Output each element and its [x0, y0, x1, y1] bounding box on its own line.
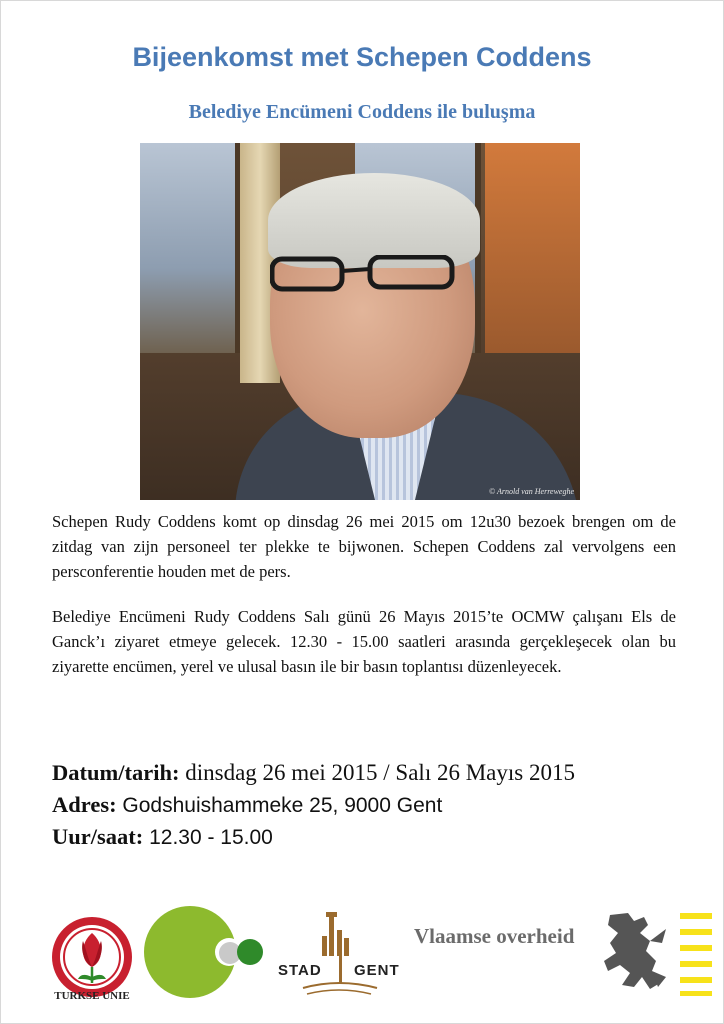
date-value: dinsdag 26 mei 2015 / Salı 26 Mayıs 2015	[179, 760, 575, 785]
paragraph-turkish: Belediye Encümeni Rudy Coddens Salı günü 26 Mayıs 2015’te OCMW çalışanı Els de Ganck’ı ziyaret etmeye gelecek. 12.30 - 15.00 saatleri arasında gerçekleşecek olan bu ziyarette encümen, yerel ve ulusal basın ile bir basın toplantısı düzenleyecek.	[52, 607, 676, 676]
glasses	[270, 255, 460, 293]
hair	[268, 173, 480, 268]
paragraph-dutch: Schepen Rudy Coddens komt op dinsdag 26 mei 2015 om 12u30 bezoek brengen om de zitdag van zijn personeel ter plekke te bijwonen. Schepen Coddens zal vervolgens een persconferentie houden met de pers.	[52, 512, 676, 581]
stad-text: STAD	[278, 962, 322, 979]
page-title: Bijeenkomst met Schepen Coddens	[132, 42, 592, 72]
info-time	[52, 821, 692, 854]
date-label: Datum/tarih:	[52, 760, 180, 785]
portrait-photo	[140, 143, 580, 500]
address-label: Adres:	[52, 792, 117, 817]
stad-gent-logo	[273, 908, 405, 1000]
flemish-lion-logo	[600, 907, 718, 997]
info-address	[52, 789, 692, 822]
time-label: Uur/saat:	[52, 824, 144, 849]
page-subtitle: Belediye Encümeni Coddens ile buluşma	[188, 101, 536, 123]
info-date	[52, 757, 692, 789]
time-value: 12.30 - 15.00	[143, 826, 273, 849]
gent-text: GENT	[354, 962, 400, 979]
window-background	[485, 143, 580, 353]
window-background	[140, 143, 241, 353]
vlaamse-overheid-text: Vlaamse overheid	[414, 924, 575, 948]
address-value: Godshuishammeke 25, 9000 Gent	[116, 794, 443, 817]
turkse-unie-label: TURKSE UNIE	[54, 990, 130, 1002]
photo-credit: © Arnold van Herreweghe	[489, 487, 574, 496]
green-circles-logo	[143, 905, 268, 1000]
